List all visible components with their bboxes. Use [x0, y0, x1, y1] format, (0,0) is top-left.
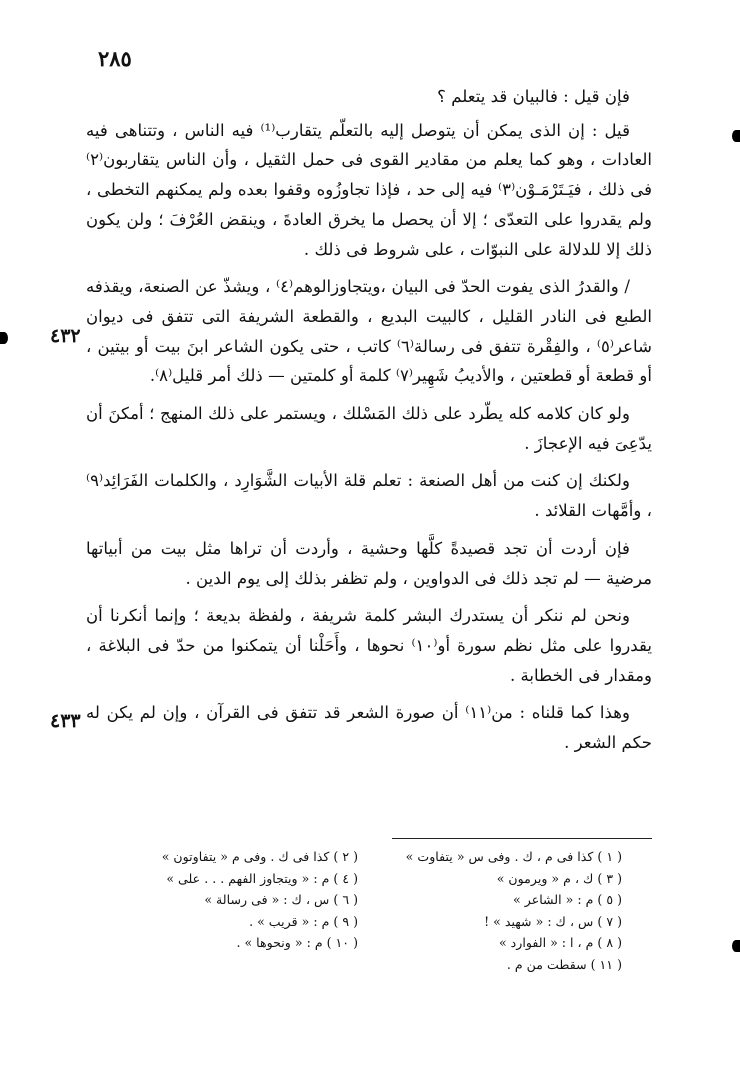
footnote: ( ١٠ ) م : « ونحوها » .	[236, 935, 358, 951]
paragraph: / والقدرُ الذى يفوت الحدّ فى البيان ،ويتجاوزالوهم⁽٤⁾ ، ويشذّ عن الصنعة، ويقذفه الطبع فى النادر القليل ، كالبيت البديع ، والقطعة الشريفة التى تتفق فى ديوان شاعر⁽٥⁾ ، والفِقْرة تتفق فى رسالة⁽٦⁾ كاتب ، حتى يكون الشاعر ابنَ بيت أو بيتين ، أو قطعة أو قطعتين ، والأديبُ شَهِير⁽٧⁾ كلمة أو كلمتين — ذلك أمر قليل⁽٨⁾.	[86, 277, 653, 386]
footnote: ( ١ ) كذا فى م ، ك . وفى س « يتفاوت »	[405, 849, 622, 864]
footnote: ( ٧ ) س ، ك : « شهيد » !	[484, 913, 622, 929]
paragraph: ولكنك إن كنت من أهل الصنعة : تعلم قلة الأبيات الشَّوَارِد ، والكلمات الفَرَائِد⁽٩⁾ ، وأمَّهات القلائد .	[86, 471, 652, 521]
footnote: ( ٥ ) م : « الشاعر »	[513, 892, 622, 908]
margin-reference-number: ٤٣٢	[50, 325, 81, 347]
paragraph: فإن أردت أن تجد قصيدةً كلَّها وحشية ، وأردت أن تراها مثل بيت من أبياتها مرضية — لم تجد ذلك فى الدواوين ، ولم تظفر بذلك إلى يوم الدين .	[86, 538, 652, 588]
footnote: ( ٢ ) كذا فى ك . وفى م « يتفاوتون »	[161, 849, 358, 864]
footnote-divider	[392, 838, 652, 839]
margin-marker	[0, 332, 8, 344]
margin-marker	[732, 940, 740, 952]
margin-marker	[732, 130, 740, 142]
footnote: ( ٣ ) ك ، م « ويرمون »	[496, 870, 622, 886]
footnote: ( ٨ ) م ، ا : « الفوارد »	[498, 935, 622, 951]
paragraph: ونحن لم ننكر أن يستدرك البشر كلمة شريفة ، ولفظة بديعة ؛ وإنما أنكرنا أن يقدروا على مثل نظم سورة أو⁽١٠⁾ نحوها ، وأَحَلْنا أن يتمكنوا من حدّ فى البلاغة ، ومقدار فى الخطابة .	[86, 606, 652, 685]
footnote: ( ٩ ) م : « قريب » .	[249, 913, 358, 929]
margin-reference-number: ٤٣٣	[50, 710, 81, 732]
footnotes	[132, 846, 622, 976]
footnotes-left-column	[132, 846, 358, 976]
paragraph: قيل : إن الذى يمكن أن يتوصل إليه بالتعلّم يتقارب⁽¹⁾ فيه الناس ، وتتناهى فيه العادات ، وهو كما يعلم من مقادير القوى فى حمل الثقيل ، وأن الناس يتقاربون⁽٢⁾ فى ذلك ، فيَـتَرْمَـوْن⁽٣⁾ فيه إلى حد ، فإذا تجاوزُوه وقفوا بعده ولم يمكنهم التخطى ، ولم يقدروا على التعدّى ؛ إلا أن يحصل ما يخرق العادةَ ، وينقض العُرْفَ ؛ ولن يكون ذلك إلا للدلالة على النبوّات ، على شروط فى ذلك .	[86, 120, 653, 259]
paragraph: ولو كان كلامه كله يطّرد على ذلك المَسْلك ، ويستمر على ذلك المنهج ؛ أمكنَ أن يدّعِىَ فيه الإعجازَ .	[86, 404, 652, 453]
footnote: ( ٦ ) س ، ك : « فى رسالة »	[204, 892, 358, 908]
footnote: ( ٤ ) م : « ويتجاوز الفهم . . . على »	[166, 870, 358, 886]
footnotes-right-column	[396, 846, 622, 976]
page-number: ٢٨٥	[98, 46, 132, 71]
footnote: ( ١١ ) سقطت من م .	[506, 956, 622, 972]
paragraph: فإن قيل : فالبيان قد يتعلم ؟	[437, 87, 630, 106]
paragraph: وهذا كما قلناه : من⁽١١⁾ أن صورة الشعر قد تتفق فى القرآن ، وإن لم يكن له حكم الشعر .	[86, 703, 652, 753]
main-text	[86, 82, 652, 766]
